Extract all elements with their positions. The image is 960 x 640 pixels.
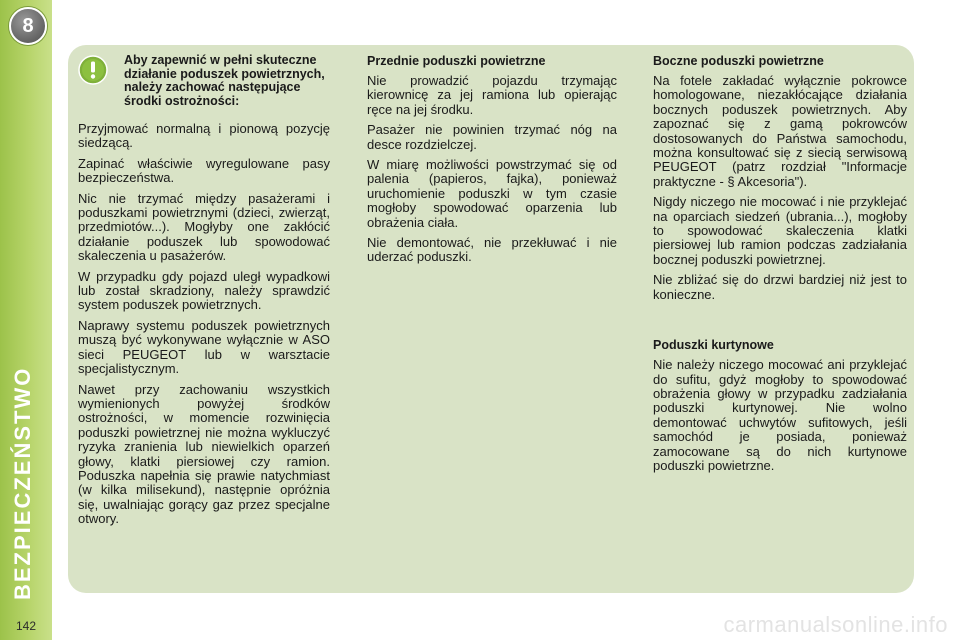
warning-heading: Aby zapewnić w pełni skuteczne działanie poduszek powietrznych, należy zachować następujące środki ostrożności: [124, 53, 325, 108]
side-airbags-heading: Boczne poduszki powietrzne [653, 54, 824, 68]
chapter-number-badge: 8 [9, 7, 47, 45]
page-number: 142 [15, 619, 37, 633]
column-precautions [78, 122, 330, 533]
paragraph: Przyjmować normalną i pionową pozycję siedzącą. [78, 121, 330, 151]
section-title: BEZPIECZEŃSTWO [10, 366, 35, 600]
paragraph: W przypadku gdy pojazd uległ wypadkowi lub został skradziony, należy sprawdzić system poduszek powietrznych. [78, 268, 330, 313]
paragraph: Nigdy niczego nie mocować i nie przyklejać na oparciach siedzeń (ubrania...), mogłoby to spowodować skaleczenia klatki piersiowej lub ramion podczas zadziałania bocznej poduszki powietrznej. [653, 194, 907, 267]
chapter-sidebar [0, 0, 52, 640]
paragraph: Nie należy niczego mocować ani przyklejać do sufitu, gdyż mogłoby to spowodować obrażenia głowy w przypadku zadziałania poduszki kurtynowej. Nie wolno demontować uchwytów sufitowych, jeśli samochód je posiada, ponieważ zamocowane są do nich kurtynowe poduszki powietrzne. [653, 357, 907, 473]
spacer [653, 308, 907, 338]
paragraph: Naprawy systemu poduszek powietrznych muszą być wykonywane wyłącznie w ASO sieci PEUGEOT lub w warsztacie specjalistycznym. [78, 317, 330, 377]
paragraph: Na fotele zakładać wyłącznie pokrowce homologowane, niezakłócające działania bocznych poduszek powietrznych. Aby zapoznać się z gamą pokrowców dostosowanych do Państwa samochodu, można konsultować się z siecią serwisową PEUGEOT (patrz rozdział "Informacje praktyczne - § Akcesoria"). [653, 73, 907, 189]
column-side-and-curtain-airbags [653, 54, 907, 479]
column-front-airbags [367, 54, 617, 271]
paragraph: Nic nie trzymać między pasażerami i poduszkami powietrznymi (dzieci, zwierząt, przedmiotów...). Mogłyby one zakłócić działanie poduszek lub spowodować skaleczenia u pasażerów. [78, 190, 330, 264]
paragraph: Nie demontować, nie przekłuwać i nie uderzać poduszki. [367, 235, 617, 265]
paragraph: Nie zbliżać się do drzwi bardziej niż jest to konieczne. [653, 272, 907, 302]
paragraph: Nawet przy zachowaniu wszystkich wymienionych powyżej środków ostrożności, w momencie rozwinięcia poduszki powietrznej nie można wykluczyć ryzyka zranienia lub niewielkich oparzeń głowy, klatki piersiowej czy ramion. Poduszka napełnia się prawie natychmiast (w kilka milisekund), następnie opróżnia się, uwalniając gorący gaz przez specjalne otwory. [78, 381, 330, 527]
watermark: carmanualsonline.info [723, 612, 948, 637]
paragraph: Nie prowadzić pojazdu trzymając kierownicę za jej ramiona lub opierając ręce na jej środku. [367, 73, 617, 117]
curtain-airbags-heading: Poduszki kurtynowe [653, 338, 774, 353]
paragraph: W miarę możliwości powstrzymać się od palenia (papieros, fajka), ponieważ uruchomienie poduszki w tym czasie mogłoby spowodować oparzenia lub obrażenia ciała. [367, 157, 617, 230]
exclamation-icon [78, 55, 108, 85]
paragraph: Pasażer nie powinien trzymać nóg na desce rozdzielczej. [367, 122, 617, 152]
front-airbags-heading: Przednie poduszki powietrzne [367, 54, 546, 68]
paragraph: Zapinać właściwie wyregulowane pasy bezpieczeństwa. [78, 155, 330, 186]
